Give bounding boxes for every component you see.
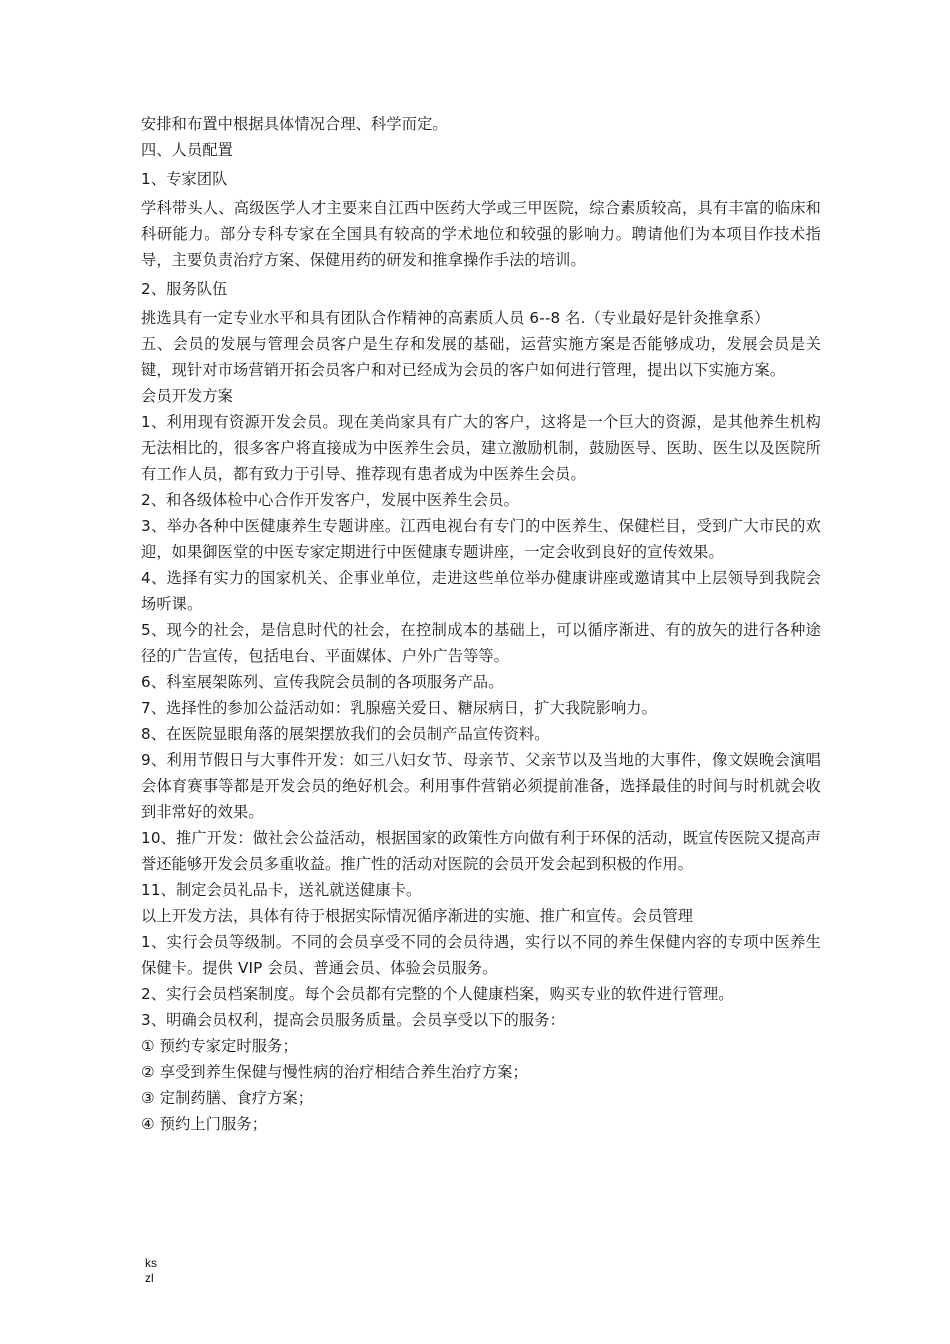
list-item-8: 8、在医院显眼角落的展架摆放我们的会员制产品宣传资料。 — [141, 725, 550, 743]
list-item-11: 11、制定会员礼品卡，送礼就送健康卡。 — [141, 881, 422, 899]
list-item-5: 5、现今的社会，是信息时代的社会，在控制成本的基础上，可以循序渐进、有的放矢的进行各种途径的广告宣传，包括电台、平面媒体、户外广告等等。 — [141, 621, 821, 665]
paragraph-expert-team: 学科带头人、高级医学人才主要来自江西中医药大学或三甲医院，综合素质较高，具有丰富的临床和科研能力。部分专科专家在全国具有较高的学术地位和较强的影响力。聘请他们为本项目作技术指导，主要负责治疗方案、保健用药的研发和推拿操作手法的培训。 — [141, 199, 821, 269]
management-item-2: 2、实行会员档案制度。每个会员都有完整的个人健康档案，购买专业的软件进行管理。 — [141, 985, 734, 1003]
list-item-7: 7、选择性的参加公益活动如：乳腺癌关爱日、糖尿病日，扩大我院影响力。 — [141, 699, 657, 717]
service-item-3: ③ 定制药膳、食疗方案； — [141, 1089, 314, 1107]
service-item-2: ② 享受到养生保健与慢性病的治疗相结合养生治疗方案； — [141, 1063, 528, 1081]
paragraph-member-development: 五、会员的发展与管理会员客户是生存和发展的基础，运营实施方案是否能够成功，发展会员是关键，现针对市场营销开拓会员客户和对已经成为会员的客户如何进行管理，提出以下实施方案。 — [141, 335, 821, 379]
list-item-1: 1、利用现有资源开发会员。现在美尚家具有广大的客户，这将是一个巨大的资源，是其他养生机构无法相比的，很多客户将直接成为中医养生会员，建立激励机制，鼓励医导、医助、医生以及医院所有工作人员，都有致力于引导、推荐现有患者成为中医养生会员。 — [141, 413, 821, 483]
paragraph-summary-member-management: 以上开发方法，具体有待于根据实际情况循序渐进的实施、推广和宣传。会员管理 — [141, 907, 694, 925]
list-item-10: 10、推广开发：做社会公益活动，根据国家的政策性方向做有利于环保的活动，既宣传医院又提高声誉还能够开发会员多重收益。推广性的活动对医院的会员开发会起到积极的作用。 — [141, 829, 821, 873]
document-body — [141, 111, 821, 1137]
list-item-6: 6、科室展架陈列、宣传我院会员制的各项服务产品。 — [141, 673, 504, 691]
footer-line-1: ks — [145, 1256, 157, 1270]
service-item-1: ① 预约专家定时服务； — [141, 1037, 298, 1055]
heading-member-plan: 会员开发方案 — [141, 387, 234, 405]
management-item-1: 1、实行会员等级制。不同的会员享受不同的会员待遇，实行以不同的养生保健内容的专项中医养生保健卡。提供 VIP 会员、普通会员、体验会员服务。 — [141, 933, 821, 977]
list-item-9: 9、利用节假日与大事件开发：如三八妇女节、母亲节、父亲节以及当地的大事件，像文娱晚会演唱会体育赛事等都是开发会员的绝好机会。利用事件营销必须提前准备，选择最佳的时间与时机就会收到非常好的效果。 — [141, 751, 821, 821]
list-item-4: 4、选择有实力的国家机关、企事业单位，走进这些单位举办健康讲座或邀请其中上层领导到我院会场听课。 — [141, 569, 821, 613]
list-item-2: 2、和各级体检中心合作开发客户，发展中医养生会员。 — [141, 491, 519, 509]
management-item-3: 3、明确会员权利，提高会员服务质量。会员享受以下的服务： — [141, 1011, 565, 1029]
list-item-3: 3、举办各种中医健康养生专题讲座。江西电视台有专门的中医养生、保健栏目，受到广大市民的欢迎，如果御医堂的中医专家定期进行中医健康专题讲座，一定会收到良好的宣传效果。 — [141, 517, 821, 561]
page-footer — [145, 1256, 157, 1286]
service-item-4: ④ 预约上门服务； — [141, 1115, 268, 1133]
subheading-service-team: 2、服务队伍 — [141, 280, 228, 298]
subheading-expert-team: 1、专家团队 — [141, 170, 228, 188]
footer-line-2: zl — [145, 1271, 154, 1285]
paragraph-service-team: 挑选具有一定专业水平和具有团队合作精神的高素质人员 6--8 名.（专业最好是针灸推拿系） — [141, 309, 770, 327]
paragraph-arrangement-note: 安排和布置中根据具体情况合理、科学而定。 — [141, 115, 448, 133]
heading-staffing: 四、人员配置 — [141, 141, 234, 159]
